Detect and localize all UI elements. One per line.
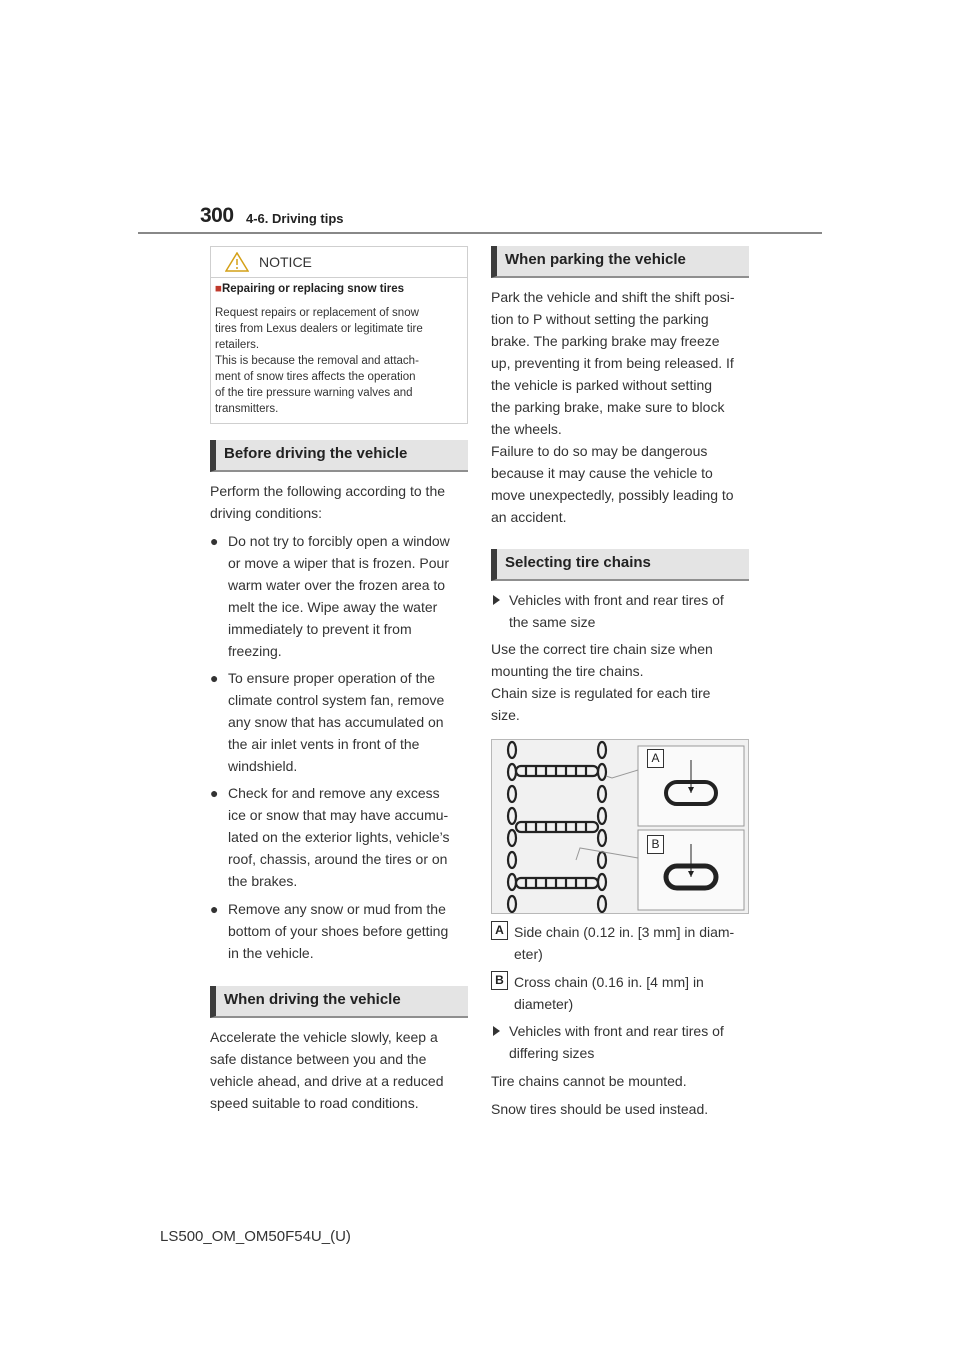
text-line: the vehicle is parked without setting [491,377,713,393]
text-line: or move a wiper that is frozen. Pour [228,555,449,571]
text-line: differing sizes [509,1045,595,1061]
when-driving-text [210,1026,468,1114]
text-line: Vehicles with front and rear tires of [509,592,724,608]
heading-text: Before driving the vehicle [224,445,408,462]
notice-line: retailers. [215,339,260,351]
text-line: Side chain (0.12 in. [3 mm] in diam- [514,924,735,940]
tire-chains-text [491,638,749,726]
bullet-dot-icon: ● [210,901,219,917]
bullet-dot-icon: ● [210,785,219,801]
footer-doc-code: LS500_OM_OM50F54U_(U) [160,1228,351,1245]
text-line: any snow that has accumulated on [228,714,444,730]
header-rule [138,232,822,234]
notice-line: of the tire pressure warning valves and [215,387,413,399]
bullet-dot-icon: ● [210,670,219,686]
text-line: warm water over the frozen area to [228,577,446,593]
text-line: windshield. [228,758,298,774]
text-line: bottom of your shoes before getting [228,923,449,939]
bullet-item [210,898,468,964]
bullet-item [210,530,468,662]
notice-header [211,247,467,278]
text-line: mounting the tire chains. [491,663,644,679]
text-line: climate control system fan, remove [228,692,445,708]
tire-chain-illustration [492,740,748,913]
figure-label-b: B [647,835,664,854]
notice-label: NOTICE [259,254,312,270]
tire-chains-text-2 [491,1070,749,1092]
text-line: size. [491,707,520,723]
text-line: Perform the following according to the [210,483,446,499]
sub-item [491,589,749,633]
legend-a-text [514,921,754,965]
notice-line: transmitters. [215,403,279,415]
text-line: lated on the exterior lights, vehicle’s [228,829,450,845]
text-line: in the vehicle. [228,945,314,961]
text-line: the same size [509,614,596,630]
bullet-dot-icon: ● [210,533,219,549]
heading-when-driving [210,986,468,1018]
text-line: Do not try to forcibly open a window [228,533,450,549]
notice-subtitle-text: Repairing or replacing snow tires [221,283,405,295]
text-line: Remove any snow or mud from the [228,901,446,917]
notice-line: tires from Lexus dealers or legitimate tire [215,323,423,335]
text-line: brake. The parking brake may freeze [491,333,720,349]
text-line: the air inlet vents in front of the [228,736,420,752]
bullet-item [210,667,468,777]
text-line: driving conditions: [210,505,323,521]
text-line: Chain size is regulated for each tire [491,685,711,701]
heading-text: Selecting tire chains [505,554,651,571]
bullet-item [210,782,468,892]
text-line: Accelerate the vehicle slowly, keep a [210,1029,438,1045]
legend-label-a: A [491,921,508,940]
text-line: To ensure proper operation of the [228,670,436,686]
text-line: immediately to prevent it from [228,621,412,637]
heading-text: When parking the vehicle [505,251,686,268]
notice-text [215,305,461,417]
text-line: vehicle ahead, and drive at a reduced [210,1073,444,1089]
text-line: Park the vehicle and shift the shift posi- [491,289,735,305]
tire-chain-figure [491,739,749,914]
notice-line: ment of snow tires affects the operation [215,371,416,383]
text-line: Check for and remove any excess [228,785,440,801]
text-line: melt the ice. Wipe away the water [228,599,438,615]
text-line: diameter) [514,996,574,1012]
text-line: move unexpectedly, possibly leading to [491,487,734,503]
notice-line: Request repairs or replacement of snow [215,307,419,319]
text-line: safe distance between you and the [210,1051,427,1067]
legend-b-text [514,971,754,1015]
triangle-bullet-icon [493,1026,500,1036]
text-line: Snow tires should be used instead. [491,1101,709,1117]
text-line: roof, chassis, around the tires or on [228,851,448,867]
triangle-bullet-icon [493,595,500,605]
text-line: Tire chains cannot be mounted. [491,1073,687,1089]
text-line: ice or snow that may have accumu- [228,807,449,823]
notice-box [210,246,468,424]
notice-subtitle [215,283,404,295]
heading-text: When driving the vehicle [224,991,401,1008]
when-parking-text [491,286,753,528]
text-line: eter) [514,946,543,962]
text-line: the wheels. [491,421,562,437]
sub-item [491,1020,749,1064]
tire-chains-text-3 [491,1098,749,1120]
text-line: Use the correct tire chain size when [491,641,713,657]
red-square-icon: ■ [215,283,222,295]
legend-label-b: B [491,971,508,990]
before-driving-intro [210,480,468,524]
text-line: because it may cause the vehicle to [491,465,713,481]
figure-label-a: A [647,749,664,768]
page-number: 300 [200,204,234,227]
text-line: the brakes. [228,873,298,889]
heading-when-parking [491,246,749,278]
text-line: freezing. [228,643,282,659]
section-title: 4-6. Driving tips [246,211,344,226]
text-line: up, preventing it from being released. If [491,355,734,371]
text-line: tion to P without setting the parking [491,311,709,327]
text-line: Cross chain (0.16 in. [4 mm] in [514,974,704,990]
text-line: speed suitable to road conditions. [210,1095,419,1111]
text-line: the parking brake, make sure to block [491,399,725,415]
warning-triangle-icon [225,252,249,277]
text-line: Failure to do so may be dangerous [491,443,708,459]
heading-tire-chains [491,549,749,581]
text-line: an accident. [491,509,567,525]
heading-before-driving [210,440,468,472]
notice-line: This is because the removal and attach- [215,355,419,367]
text-line: Vehicles with front and rear tires of [509,1023,724,1039]
